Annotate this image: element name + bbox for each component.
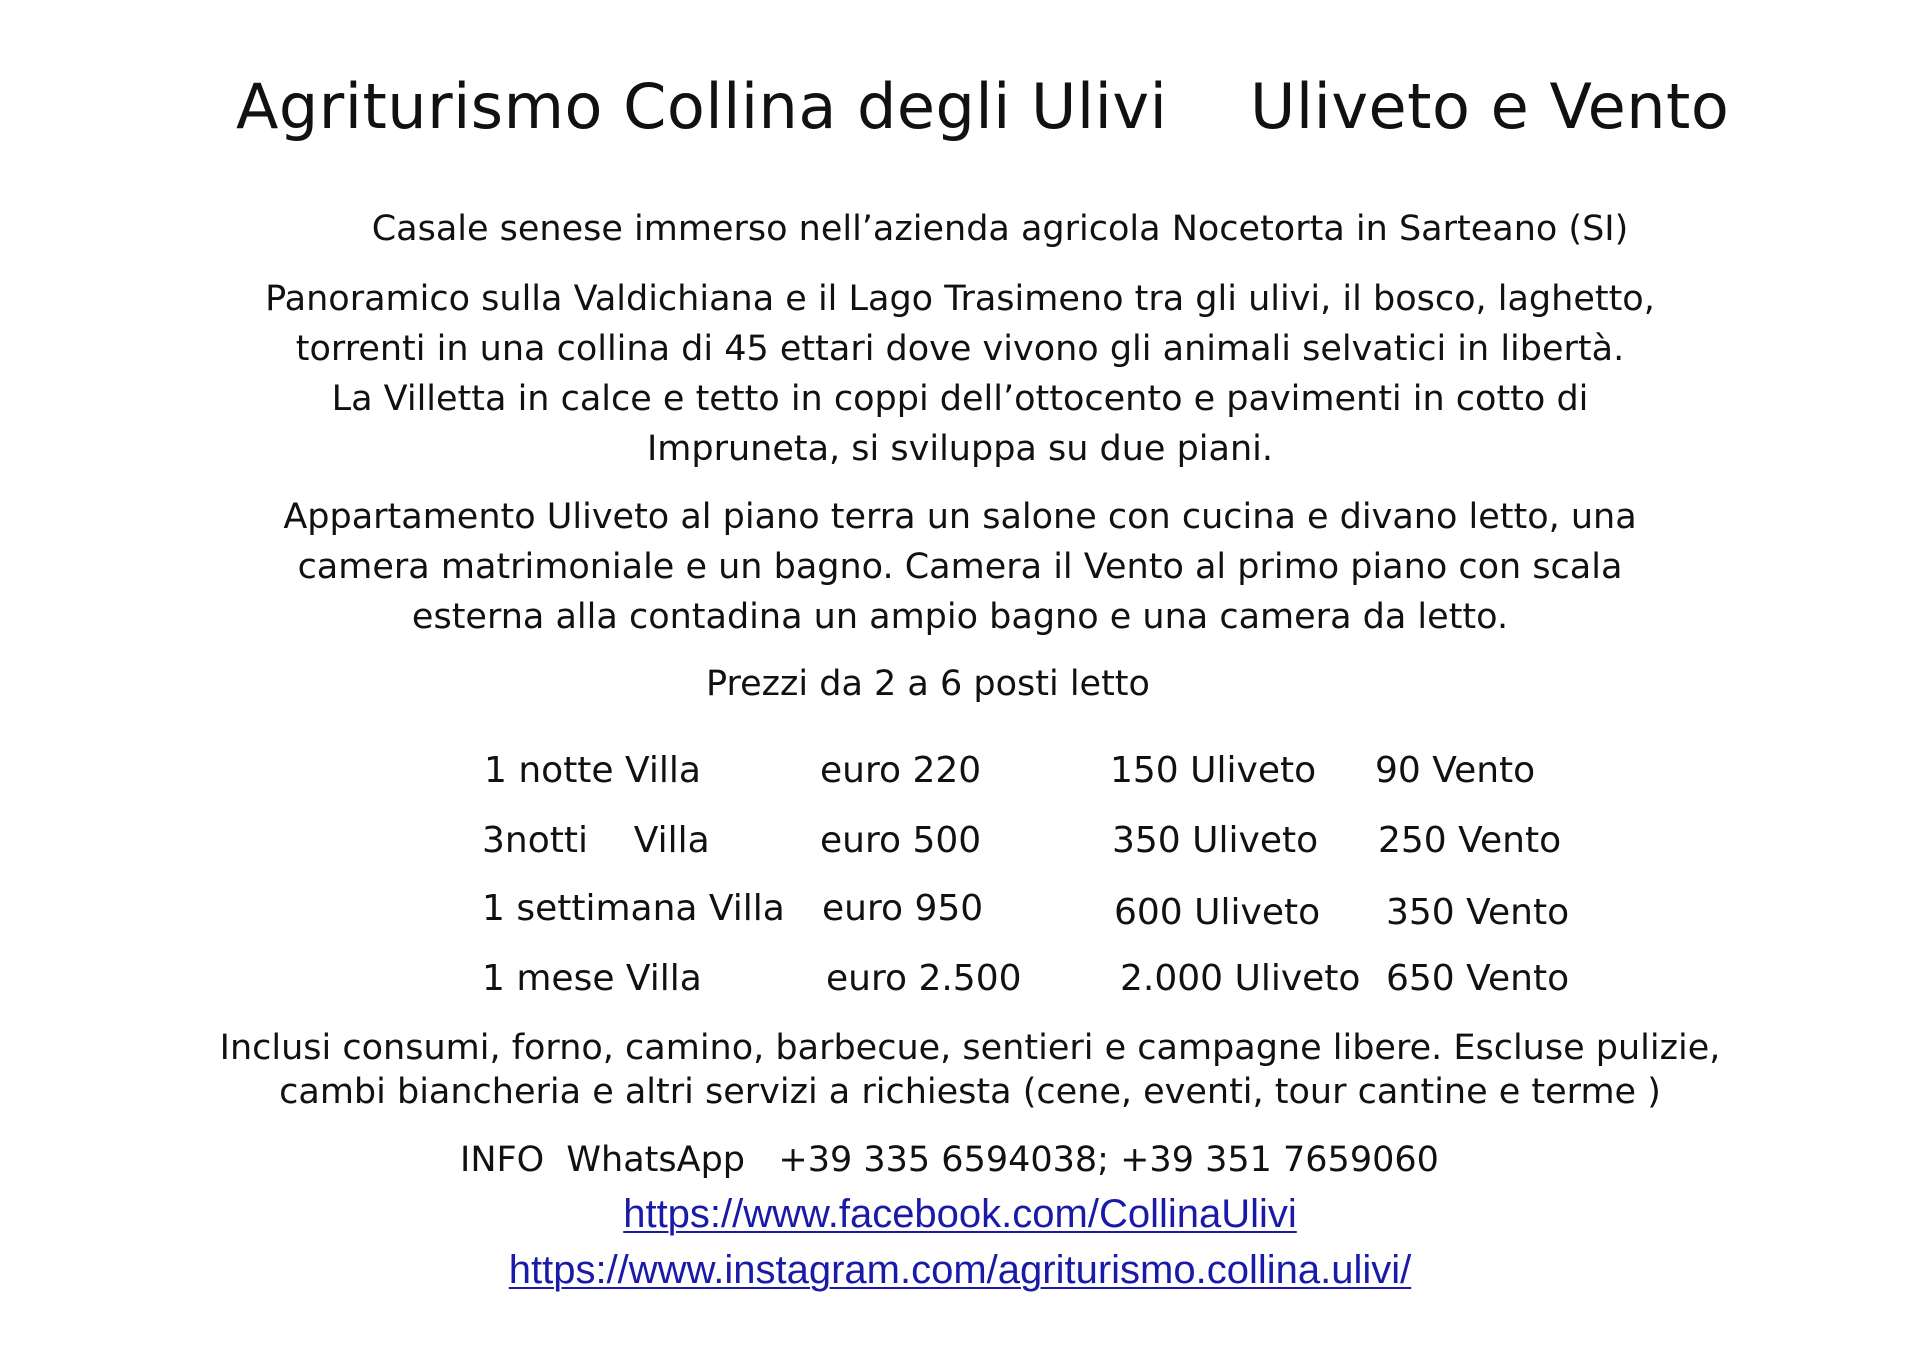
whatsapp-info: INFO WhatsApp +39 335 6594038; +39 351 7659060: [460, 1140, 1439, 1180]
notes-line: Inclusi consumi, forno, camino, barbecue, sentieri e campagne libere. Escluse pulizie,: [219, 1028, 1721, 1068]
intro-subtitle: [40, 204, 1920, 254]
description-line: Panoramico sulla Valdichiana e il Lago Trasimeno tra gli ulivi, il bosco, laghetto,: [265, 279, 1655, 319]
description-line: La Villetta in calce e tetto in coppi dell’ottocento e pavimenti in cotto di: [331, 379, 1589, 419]
price-uliveto: 350 Uliveto: [1112, 820, 1319, 861]
instagram-link[interactable]: https://www.instagram.com/agriturismo.collina.ulivi/: [508, 1248, 1412, 1292]
prices-heading: Prezzi da 2 a 6 posti letto: [706, 664, 1150, 704]
price-row-label: 3notti Villa: [482, 820, 710, 861]
apartment-paragraph: [0, 492, 1920, 642]
page-subtitle-title: Uliveto e Vento: [1250, 70, 1730, 143]
price-vento: 90 Vento: [1375, 750, 1536, 791]
price-villa: euro 950: [822, 888, 984, 929]
price-row-label: 1 notte Villa: [484, 750, 701, 791]
description-line: Impruneta, si sviluppa su due piani.: [646, 429, 1274, 469]
price-uliveto: 150 Uliveto: [1110, 750, 1317, 791]
notes-line: cambi biancheria e altri servizi a richiesta (cene, eventi, tour cantine e terme ): [279, 1072, 1661, 1112]
price-row-label: 1 settimana Villa: [482, 888, 785, 929]
subtitle-line: Casale senese immerso nell’azienda agricola Nocetorta in Sarteano (SI): [371, 209, 1629, 249]
price-uliveto: 2.000 Uliveto: [1120, 958, 1361, 999]
apartment-line: Appartamento Uliveto al piano terra un salone con cucina e divano letto, una: [283, 497, 1637, 537]
description-paragraph: [0, 274, 1920, 474]
price-vento: 250 Vento: [1378, 820, 1562, 861]
price-villa: euro 2.500: [826, 958, 1022, 999]
facebook-link[interactable]: https://www.facebook.com/CollinaUlivi: [623, 1192, 1297, 1236]
apartment-line: camera matrimoniale e un bagno. Camera il Vento al primo piano con scala: [297, 547, 1623, 587]
price-uliveto: 600 Uliveto: [1114, 892, 1321, 933]
page-title: Agriturismo Collina degli Ulivi: [236, 70, 1168, 143]
description-line: torrenti in una collina di 45 ettari dove vivono gli animali selvatici in libertà.: [295, 329, 1625, 369]
price-row-label: 1 mese Villa: [482, 958, 702, 999]
price-villa: euro 220: [820, 750, 982, 791]
notes-paragraph: [10, 1026, 1920, 1114]
price-villa: euro 500: [820, 820, 982, 861]
price-vento: 350 Vento: [1386, 892, 1570, 933]
price-vento: 650 Vento: [1386, 958, 1570, 999]
apartment-line: esterna alla contadina un ampio bagno e una camera da letto.: [411, 597, 1509, 637]
